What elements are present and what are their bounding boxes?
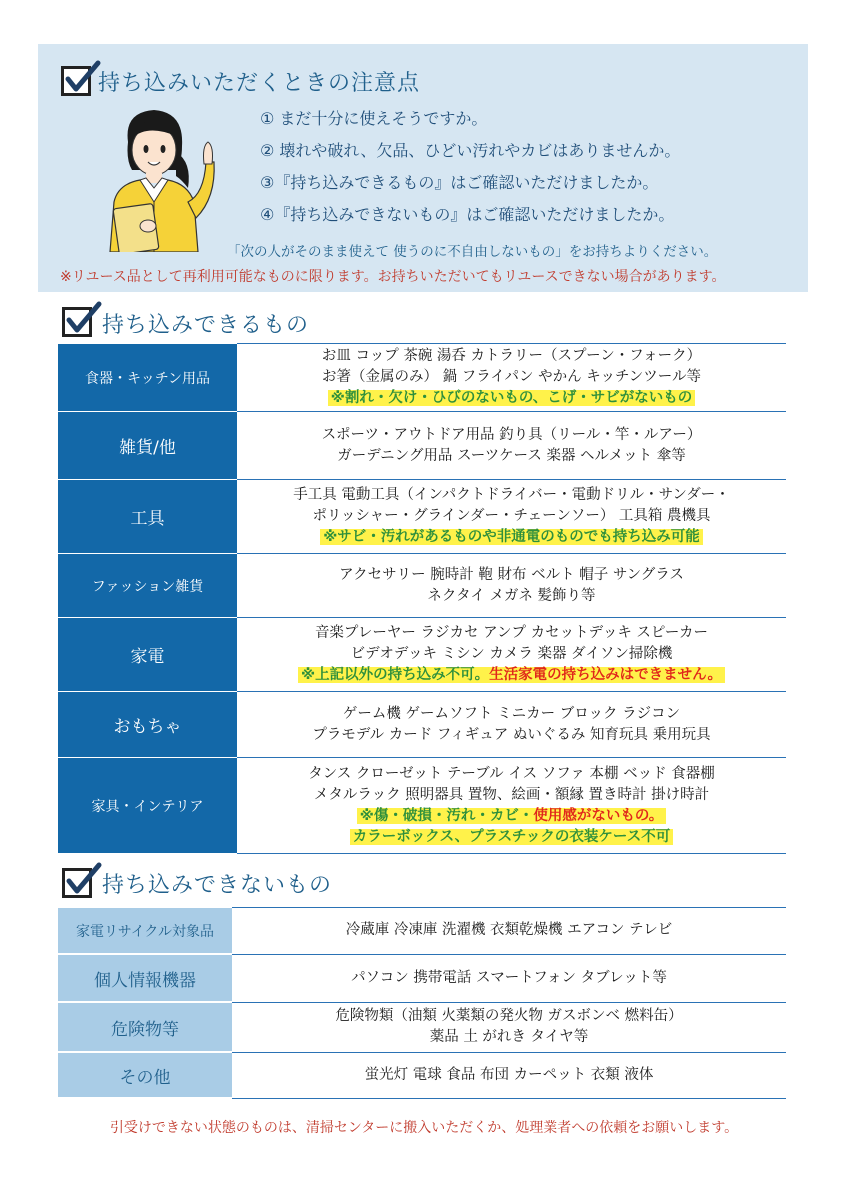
notice-item-3: ③『持ち込みできるもの』はご確認いただけましたか。 [260, 173, 659, 192]
items-cell [237, 692, 786, 758]
highlight-note: ※割れ・欠け・ひびのないもの、こげ・サビがないもの [328, 390, 696, 406]
items-cell [237, 554, 786, 618]
staff-woman-illustration [88, 102, 218, 252]
table-row [58, 1052, 786, 1098]
notice-quote: 「次の人がそのまま使えて 使うのに不自由しないもの」をお持ちよりください。 [227, 244, 718, 260]
items-line: アクセサリー 腕時計 鞄 財布 ベルト 帽子 サングラス [339, 566, 684, 583]
items-line: ビデオデッキ ミシン カメラ 楽器 ダイソン掃除機 [350, 646, 673, 662]
items-cell [237, 618, 786, 692]
items-line: パソコン 携帯電話 スマートフォン タブレット等 [351, 969, 667, 986]
items-cell [237, 412, 786, 480]
items-line: タンス クローゼット テーブル イス ソファ 本棚 ベッド 食器棚 [308, 765, 715, 782]
highlight-note-red: 使用感がないもの。 [533, 807, 664, 824]
category-label: 家電リサイクル対象品 [58, 907, 232, 954]
table-row [58, 692, 786, 758]
items-line: 薬品 土 がれき タイヤ等 [429, 1029, 589, 1045]
category-label: おもちゃ [58, 692, 237, 758]
highlight-note-text: ※傷・破損・汚れ・カビ・ [359, 807, 534, 824]
notice-item-4: ④『持ち込みできないもの』はご確認いただけましたか。 [260, 205, 675, 224]
category-label: 工具 [58, 480, 237, 554]
items-line: 手工具 電動工具（インパクトドライバー・電動ドリル・サンダー・ [293, 487, 730, 503]
items-line: プラモデル カード フィギュア ぬいぐるみ 知育玩具 乗用玩具 [312, 726, 711, 743]
items-line: ゲーム機 ゲームソフト ミニカー ブロック ラジコン [342, 705, 681, 722]
table-row [58, 907, 786, 954]
table-row [58, 344, 786, 412]
items-cell [232, 1052, 786, 1098]
items-line: メタルラック 照明器具 置物、絵画・額縁 置き時計 掛け時計 [313, 786, 710, 803]
allowed-title: 持ち込みできるもの [102, 313, 310, 338]
items-line: ネクタイ メガネ 髪飾り等 [427, 587, 596, 604]
category-label: 家電 [58, 618, 237, 692]
table-row [58, 480, 786, 554]
highlight-note-red: 生活家電の持ち込みはできません。 [489, 667, 722, 683]
category-label: 危険物等 [58, 1002, 232, 1052]
checkbox-checked-icon [61, 66, 91, 96]
table-row [58, 618, 786, 692]
items-line: 蛍光灯 電球 食品 布団 カーペット 衣類 液体 [364, 1066, 654, 1083]
highlight-note: ※サビ・汚れがあるものや非通電のものでも持ち込み可能 [320, 529, 703, 545]
table-row [58, 758, 786, 854]
items-line: ポリッシャー・グラインダー・チェーンソー） 工具箱 農機具 [312, 508, 711, 524]
highlight-note-2: カラーボックス、プラスチックの衣装ケース不可 [350, 829, 673, 845]
items-cell [237, 480, 786, 554]
items-line: 冷蔵庫 冷凍庫 洗濯機 衣類乾燥機 エアコン テレビ [345, 922, 673, 938]
notice-checklist [260, 103, 680, 231]
items-line: スポーツ・アウトドア用品 釣り具（リール・竿・ルアー） [321, 426, 702, 443]
items-cell [237, 758, 786, 854]
category-label: 個人情報機器 [58, 954, 232, 1002]
notice-item-1: ① まだ十分に使えそうですか。 [260, 109, 488, 128]
table-row [58, 954, 786, 1002]
category-label: 雑貨/他 [58, 412, 237, 480]
category-label: ファッション雑貨 [58, 554, 237, 618]
notice-warning: ※リユース品として再利用可能なものに限ります。お持ちいただいてもリユースできない場合があります。 [60, 269, 726, 285]
items-line: 音楽プレーヤー ラジカセ アンプ カセットデッキ スピーカー [314, 625, 709, 641]
highlight-note [298, 667, 725, 683]
items-cell [237, 344, 786, 412]
items-line: お皿 コップ 茶碗 湯呑 カトラリー（スプーン・フォーク） [321, 348, 702, 364]
highlight-note-text: ※上記以外の持ち込み不可。 [301, 667, 490, 683]
table-row [58, 412, 786, 480]
notice-title: 持ち込みいただくときの注意点 [98, 71, 421, 96]
notice-item-2: ② 壊れや破れ、欠品、ひどい汚れやカビはありませんか。 [260, 141, 681, 160]
category-label: 家具・インテリア [58, 758, 237, 854]
items-cell [232, 954, 786, 1002]
footer-note: 引受けできない状態のものは、清掃センターに搬入いただくか、処理業者への依頼をお願いします。 [109, 1120, 739, 1136]
table-row [58, 1002, 786, 1052]
items-line: 危険物類（油類 火薬類の発火物 ガスボンベ 燃料缶） [335, 1008, 683, 1024]
items-cell [232, 907, 786, 954]
notice-panel [38, 44, 808, 292]
checkbox-checked-icon [62, 307, 92, 337]
category-label: 食器・キッチン用品 [58, 344, 237, 412]
not-allowed-table [58, 906, 786, 1099]
allowed-table [58, 343, 786, 854]
items-line: ガーデニング用品 スーツケース 楽器 ヘルメット 傘等 [337, 447, 686, 464]
items-line: お箸（金属のみ） 鍋 フライパン やかん キッチンツール等 [322, 369, 701, 385]
table-row [58, 554, 786, 618]
category-label: その他 [58, 1052, 232, 1098]
items-cell [232, 1002, 786, 1052]
checkbox-checked-icon [62, 868, 92, 898]
highlight-note [357, 808, 667, 824]
not-allowed-title: 持ち込みできないもの [102, 873, 333, 898]
